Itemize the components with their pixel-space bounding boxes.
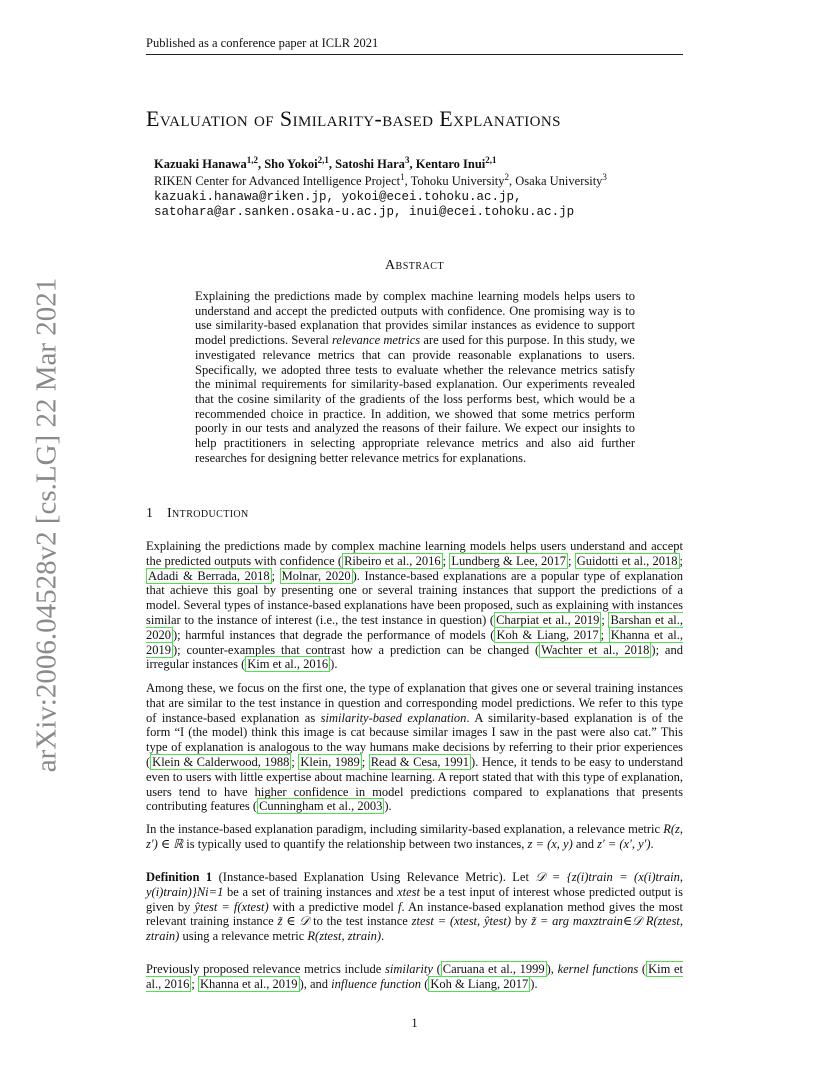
citation-link[interactable]: Read & Cesa, 1991 [370, 754, 470, 769]
author-list: Kazuaki Hanawa$^{1,2}$, Sho Yokoi$^{2,1}$, Satoshi Hara$^3$, Kentaro Inui$^{2,1}$ [154, 154, 497, 171]
citation-link[interactable]: Klein & Calderwood, 1988 [152, 754, 290, 769]
intro-paragraph-3: In the instance-based explanation paradigm, including similarity-based explanation, a relevance metric R(z, z′) ∈ ℝ is typically used to quantify the relationship between two instances, z = (x, y) and z′ = (x′, y′). [146, 822, 683, 851]
citation-link[interactable]: Khanna et al., 2019 [200, 976, 298, 991]
citation-link[interactable]: Lundberg & Lee, 2017 [451, 553, 567, 568]
citation-link[interactable]: Koh & Liang, 2017 [430, 976, 529, 991]
citation-link[interactable]: Caruana et al., 1999 [442, 962, 545, 976]
abstract-heading: Abstract [384, 258, 445, 273]
citation-link[interactable]: Barshan et al., 2020 [146, 612, 683, 642]
citation-link[interactable]: Kim et al., 2016 [146, 962, 683, 991]
citation-link[interactable]: Wachter et al., 2018 [541, 642, 650, 657]
citation-link[interactable]: Koh & Liang, 2017 [496, 627, 599, 642]
header-rule [146, 54, 683, 55]
citation-link[interactable]: Kim et al., 2016 [247, 657, 329, 672]
email-line-2: satohara@ar.sanken.osaka-u.ac.jp, inui@ecei.tohoku.ac.jp [154, 205, 575, 219]
intro-paragraph-4: Previously proposed relevance metrics include similarity ( Caruana et al., 1999 ), kernel functions ( Kim et al., 2016 ; Khanna et al., 2019 ), and influence function ( Koh & Liang, 2017 ). [146, 962, 683, 991]
paper-title: Evaluation of Similarity-based Explanations [146, 106, 561, 131]
citation-link[interactable]: Cunningham et al., 2003 [259, 799, 383, 814]
abstract-body: Explaining the predictions made by complex machine learning models helps users to understand and accept the predicted outputs with confidence. One promising way is to use similarity-based explanation that provides similar instances as evidence to support model predictions. Several relevance metrics are used for this purpose. In this study, we investigated relevance metrics that can provide reasonable explanations to users. Specifically, we adopted three tests to evaluate whether the relevance metrics satisfy the minimal requirements for similarity-based explanation. Our experiments revealed that the cosine similarity of the gradients of the loss performs best, which would be a recommended choice in practice. In addition, we showed that some metrics perform poorly in our tests and analyzed the reasons of their failure. We expect our insights to help practitioners in selecting appropriate relevance metrics and also aid further researches for designing better relevance metrics for explanations. [195, 289, 635, 465]
citation-link[interactable]: Ribeiro et al., 2016 [344, 553, 441, 568]
running-header: Published as a conference paper at ICLR 2021 [146, 36, 379, 50]
arxiv-sidebar [22, 277, 72, 773]
citation-link[interactable]: Klein, 1989 [300, 754, 360, 769]
citation-link[interactable]: Khanna et al., 2019 [146, 627, 683, 657]
intro-paragraph-1: Explaining the predictions made by complex machine learning models helps users understand and accept the predicted outputs with confidence ( Ribeiro et al., 2016 ; Lundberg & Lee, 2017 ; Guidotti et al., 2018 ; Adadi & Berrada, 2018 ; Molnar, 2020 ). Instance-based explanations are a popular type of explanation that achieve this goal by presenting one or several training instances that support the predictions of a model. Several types of instance-based explanations have been proposed, such as explaining with instances similar to the instance of interest (i.e., the test instance in question) ( Charpiat et al., 2019 ; Barshan et al., 2020 ); harmful instances that degrade the performance of models ( Koh & Liang, 2017 ; Khanna et al., 2019 ); counter-examples that contrast how a prediction can be changed ( Wachter et al., 2018 ); and irregular instances ( Kim et al., 2016 ). [146, 539, 683, 672]
citation-link[interactable]: Molnar, 2020 [281, 568, 351, 583]
affiliations: RIKEN Center for Advanced Intelligence Project$^1$, Tohoku University$^2$, Osaka University$^3$ [154, 171, 607, 188]
section-heading-introduction [146, 506, 249, 522]
citation-link[interactable]: Guidotti et al., 2018 [576, 553, 678, 568]
section-title: Introduction [167, 506, 249, 521]
citation-link[interactable]: Adadi & Berrada, 2018 [148, 568, 270, 583]
citation-link[interactable]: Charpiat et al., 2019 [496, 612, 600, 627]
definition-1: Definition 1 (Instance-based Explanation Using Relevance Metric). Let 𝒟 = {z(i)train = (x(i)train, y(i)train)}Ni=1 be a set of training instances and xtest be a test input of interest whose predicted output is given by ŷtest = f(xtest) with a predictive model f. An instance-based explanation method gives the most relevant training instance z̃ ∈ 𝒟 to the test instance ztest = (xtest, ŷtest) by z̃ = arg maxztrain∈𝒟 R(ztest, ztrain) using a relevance metric R(ztest, ztrain). [146, 870, 684, 944]
email-line-1: kazuaki.hanawa@riken.jp, yokoi@ecei.tohoku.ac.jp, [154, 190, 522, 204]
section-number: 1 [146, 506, 153, 521]
arxiv-identifier: arXiv:2006.04528v2 [cs.LG] 22 Mar 2021 [30, 277, 63, 773]
intro-paragraph-2: Among these, we focus on the first one, the type of explanation that gives one or several training instances that are similar to the test instance in question and corresponding model predictions. We refer to this type of instance-based explanation as similarity-based explanation. A similarity-based explanation is of the form “I (the model) think this image is cat because similar images I saw in the past were also cat.” This type of explanation is analogous to the way humans make decisions by referring to their prior experiences ( Klein & Calderwood, 1988 ; Klein, 1989 ; Read & Cesa, 1991 ). Hence, it tends to be easy to understand even to users with little expertise about machine learning. A report stated that with this type of explanation, users tend to have higher confidence in model predictions compared to explanations that presents contributing features ( Cunningham et al., 2003 ). [146, 681, 683, 814]
page-number: 1 [411, 1016, 418, 1030]
